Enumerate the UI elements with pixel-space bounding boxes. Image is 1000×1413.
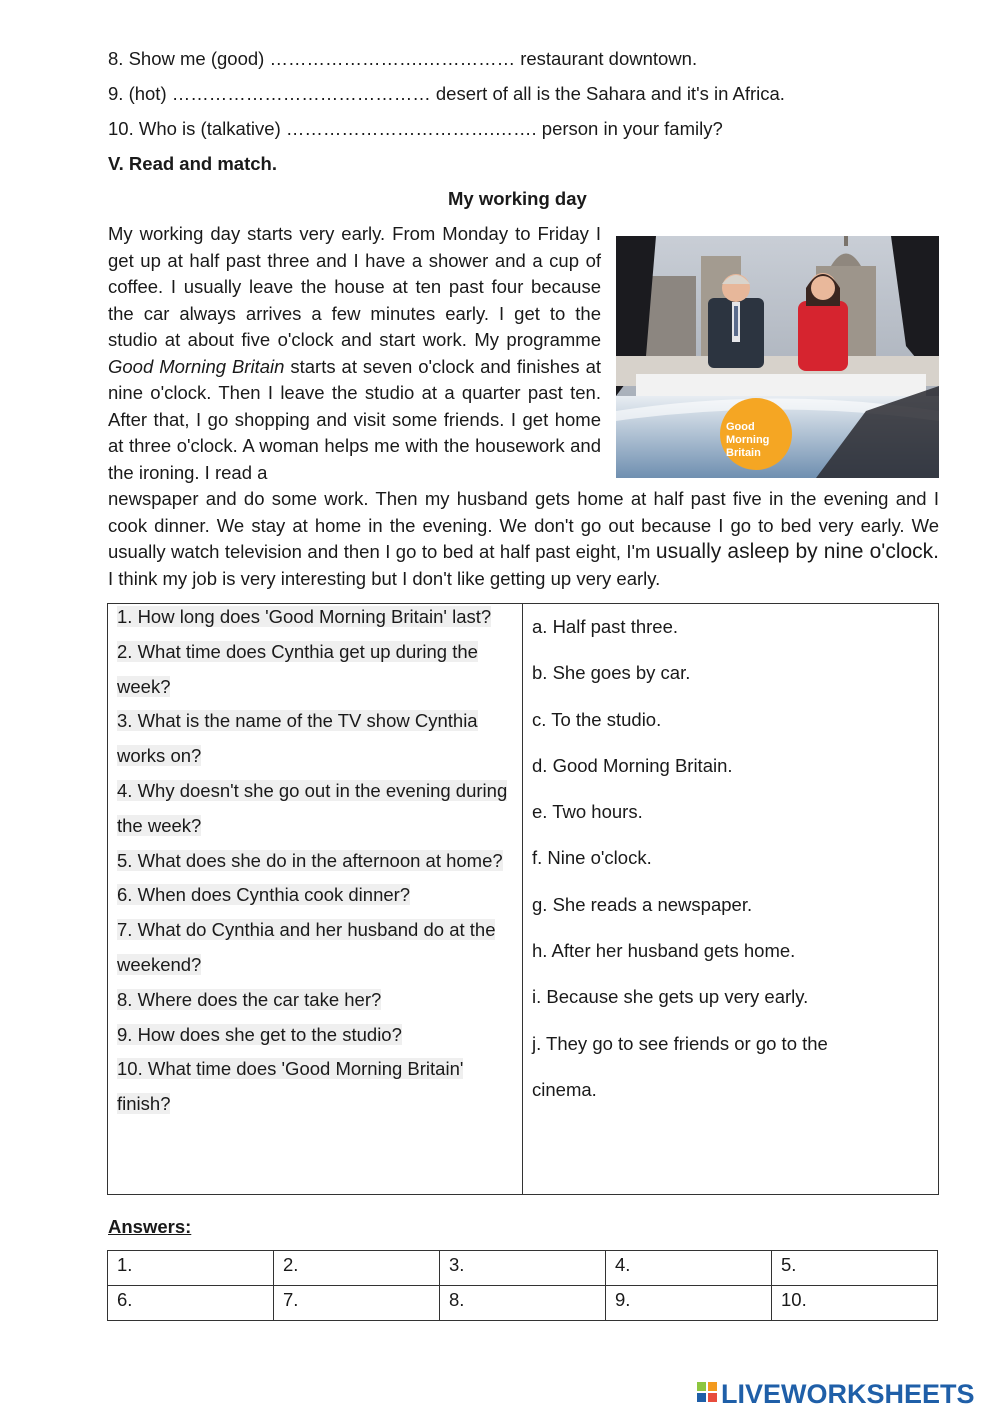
option-e: e. Two hours.: [532, 801, 643, 823]
logo-square-orange: [708, 1382, 717, 1391]
option-f: f. Nine o'clock.: [532, 847, 652, 869]
question-9: 9. How does she get to the studio?: [117, 1023, 402, 1045]
answer-cell-3[interactable]: 3.: [440, 1251, 606, 1286]
exercise-item-10: 10. Who is (talkative) …………………………….……. person in your family?: [108, 118, 723, 139]
logo-wordmark: LIVEWORKSHEETS: [721, 1379, 975, 1409]
option-c: c. To the studio.: [532, 708, 662, 730]
answers-label: Answers:: [108, 1216, 192, 1237]
answers-row-2: [108, 1286, 938, 1321]
question-1: 1. How long does 'Good Morning Britain' last?: [117, 606, 492, 627]
answer-cell-8[interactable]: 8.: [440, 1286, 606, 1321]
liveworksheets-logo[interactable]: [697, 1376, 993, 1410]
question-2: 2. What time does Cynthia get up during the week?: [117, 640, 478, 697]
answer-cell-1[interactable]: 1.: [108, 1251, 274, 1286]
gmb-logo-line-1: Good: [726, 421, 755, 433]
answers-table: [107, 1250, 938, 1321]
answer-cell-7[interactable]: 7.: [274, 1286, 440, 1321]
logo-square-red: [708, 1393, 717, 1402]
question-7: 7. What do Cynthia and her husband do at the weekend?: [117, 919, 496, 975]
answers-row-1: [108, 1251, 938, 1286]
answer-cell-6[interactable]: 6.: [108, 1286, 274, 1321]
gmb-logo-line-2: Morning: [726, 434, 770, 446]
logo-square-green: [697, 1382, 706, 1391]
story-paragraph-1: My working day starts very early. From Monday to Friday I get up at half past three and I have a shower and a cup of coffee. I usually leave the house at ten past four because the car always arrives a few minutes early. I get to the studio at about five o'clock and start work. My programme Good Morning Britain starts at seven o'clock and finishes at nine o'clock. Then I leave the studio at a quarter past ten. After that, I go shopping and visit some friends. I get home at three o'clock. A woman helps me with the housework and the ironing. I read a: [108, 223, 602, 483]
question-8: 8. Where does the car take her?: [117, 988, 382, 1010]
option-b: b. She goes by car.: [532, 662, 691, 684]
option-h: h. After her husband gets home.: [532, 940, 796, 962]
exercise-item-9: 9. (hot) …………………………………… desert of all is the Sahara and it's in Africa.: [108, 83, 785, 104]
answer-cell-5[interactable]: 5.: [772, 1251, 938, 1286]
option-list: [532, 604, 932, 1113]
exercise-item-8: 8. Show me (good) …………………….…………… restaurant downtown.: [108, 48, 698, 69]
question-10: 10. What time does 'Good Morning Britain' finish?: [117, 1058, 464, 1115]
story-title: My working day: [448, 188, 587, 209]
match-divider: [522, 604, 523, 1194]
option-a: a. Half past three.: [532, 616, 679, 637]
question-3: 3. What is the name of the TV show Cynthia works on?: [117, 710, 478, 767]
answer-cell-10[interactable]: 10.: [772, 1286, 938, 1321]
answer-cell-9[interactable]: 9.: [606, 1286, 772, 1321]
question-6: 6. When does Cynthia cook dinner?: [117, 884, 411, 906]
tv-studio-photo: [616, 236, 939, 478]
question-4: 4. Why doesn't she go out in the evening during the week?: [117, 779, 508, 836]
question-5: 5. What does she do in the afternoon at home?: [117, 849, 503, 871]
option-j: j. They go to see friends or go to the cinema.: [532, 1032, 828, 1100]
question-list: [108, 600, 518, 1122]
logo-square-blue: [697, 1393, 706, 1402]
option-d: d. Good Morning Britain.: [532, 754, 733, 776]
story-paragraph-2: newspaper and do some work. Then my husband gets home at half past five in the evening and I cook dinner. We stay at home in the evening. We don't go out because I go to bed very early. We usually watch television and then I go to bed at half past eight, I'm usually asleep by nine o'clock. I think my job is very interesting but I don't like getting up very early.: [108, 488, 939, 589]
answer-cell-4[interactable]: 4.: [606, 1251, 772, 1286]
match-table: [107, 603, 939, 1195]
answer-cell-2[interactable]: 2.: [274, 1251, 440, 1286]
gmb-logo-line-3: Britain: [726, 447, 761, 459]
section-heading: V. Read and match.: [108, 153, 277, 174]
option-i: i. Because she gets up very early.: [532, 986, 809, 1008]
option-g: g. She reads a newspaper.: [532, 893, 753, 915]
